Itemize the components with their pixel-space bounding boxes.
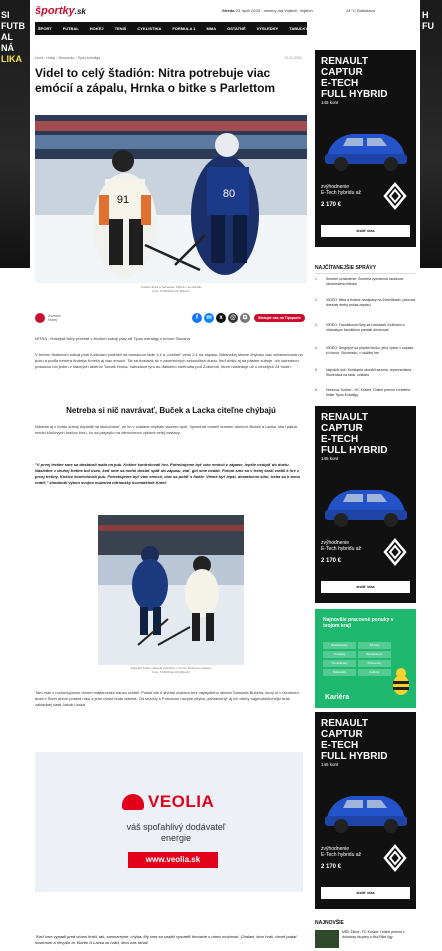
region-chip[interactable]: Prešovský — [358, 660, 391, 667]
svg-text:91: 91 — [116, 194, 130, 206]
renault-headline: RENAULT CAPTUR E-TECH FULL HYBRID — [321, 56, 388, 100]
quote-2: "Keď sme vypadli pred očami hráči, tak, samozrejme, chýba. My sme sa snažili vysvetliť formácie s rámci možností. Chalani, ktorí hrali, chceli podať maximum a nevyšlo to. Buček či Lacka sú hráči, ktorí nás ťahali — [35, 934, 297, 945]
skin-ad-right-text: H FU — [422, 10, 434, 31]
nav-item-sport[interactable]: ŠPORT — [38, 26, 52, 31]
veolia-url-button[interactable]: www.veolia.sk — [128, 852, 218, 868]
renault-ad-3[interactable]: RENAULT CAPTUR E-TECH FULL HYBRID 145 konī zvýhodnenie E-Tech hybridu až 2 170 € zistiť viac — [315, 712, 416, 909]
region-chip[interactable]: Košický — [358, 669, 391, 676]
skin-ad-left[interactable] — [0, 0, 30, 268]
kariera-regions — [323, 642, 393, 678]
x-icon[interactable]: x — [216, 313, 226, 323]
subheading: Netreba si nič navrávať, Buček a Lacka citeľne chýbajú — [66, 406, 276, 415]
renault-cta-button[interactable]: zistiť viac — [321, 225, 410, 237]
article-main-photo — [35, 115, 307, 283]
kariera-ad[interactable]: Najnovšie pracovné ponuky v tvojom kraji Bratislavský Žilinský Trnavský Banskobyst. Trenčiansky Prešovský Nitriansky Košický Kariéra — [315, 609, 416, 708]
nav-item-vysledky[interactable]: VÝSLEDKY — [256, 26, 279, 31]
paragraph-4: Tam mali v rozhodujúcom tímom majstrovskú šancu zvrátiť. Pokiaľ ide o štvrtok zostavu bez najlepšieho strelca Samuela Bučeka, ktorý si v úvodnom dueli v Steel aréne poranil ruku a jeho účasť bude otázna. Od sezóny s Potrubom navyše chýba „zahraničný“ aj ich druhý najproduktívnejší hráč základnej časti Jakub Lacka. — [35, 690, 299, 707]
region-chip[interactable]: Banskobyst. — [358, 651, 391, 658]
photo1-caption: Tobiáš Hrnka a Sebastian Parlett v semifinále Foto: TASR/Henrich Mišovič — [140, 285, 202, 293]
nav-item-hokej[interactable]: HOKEJ — [89, 26, 104, 31]
author-box[interactable]: Zoznam Hokej — [35, 313, 61, 323]
veolia-logo: VEOLIA — [122, 792, 214, 812]
mail-icon[interactable]: @ — [228, 313, 238, 323]
hockey-photo-1 — [35, 115, 307, 283]
paragraph-3: Nitrania aj v tomto súboji doplatili na skutočnosť, že im v zostave chýbalo viacero opôr. Vynechať museli zranení útočníci Buček a Lacka, ktorí patria medzi kľúčových hráčov tímu, čo sa prejavilo na ofenzívnom výkone celej zostavy. — [35, 424, 297, 435]
news-heading: NAJČÍTANEJŠIE SPRÁVY — [315, 265, 416, 274]
author-avatar — [35, 313, 45, 323]
car-image — [317, 116, 414, 176]
quote-1: "V prvej tretine sme sa dostávali málo na puk. Kokice kontrolovali hru. Potrebujeme byť viac emócií v zápase, lepšie vstúpiť do duelu. Následne v druhej tretine bol úsek, keď sme sa mohli dostať späť do zápasu, žiaľ, gól sme nedali. Potom sme sa v tretej časti vrátili k hre z prvej tretiny, Košice kontrolovali puk. Potrebujeme byť viac emócií, viac sa pobiť s finále. Vieme byť lepší, dostatočne silní, treba sa k tomu vrátiť," zhodnotil výkon svojho mužstva nitriansky kormidelník Kmeť. — [35, 462, 301, 485]
latest-thumb — [315, 930, 339, 948]
article-title: Videl to celý štadión: Nitra potrebuje viac emócií a zápalu, Hrnka o bitke s Parlettom — [35, 66, 276, 95]
copy-link-icon[interactable]: ⧉ — [240, 313, 250, 323]
nav-item-tenis[interactable]: TENIS — [114, 26, 127, 31]
news-item[interactable]: 2. VIDEO: Nitra a Košice nezápasy na Zvernitkach: polovica dnešnej derby počas zápasu — [315, 298, 416, 307]
nav-item-formula[interactable]: FORMULA 1 — [172, 26, 196, 31]
news-item[interactable]: 4. VIDEO: Sergejovi sa pripíše blízko, jeho výkon v zápase si hovorí, Slovensko, v otužilej hre — [315, 346, 414, 355]
main-nav — [35, 22, 307, 35]
veolia-tagline: váš spoľahlivý dodávateľ energie — [126, 822, 226, 843]
latest-item[interactable]: MŠK Žilina - FC Košice: Online prenos z dohrávky skupiny o titul Niké ligy — [315, 930, 416, 948]
region-chip[interactable]: Žilinský — [358, 642, 391, 649]
renault-cta-button[interactable]: zistiť viac — [321, 887, 410, 899]
nav-item-futbal[interactable]: FUTBAL — [62, 26, 79, 31]
news-item[interactable]: 3. VIDEO: Fanúšikovia Nitry sa rozhádali, Košiciam a nitranskym fanúšikom prestali dôverovať — [315, 323, 405, 332]
news-item[interactable]: 1. Smutné oznámenie: Zomrela významná osobnosť slovenského futbalu — [315, 277, 404, 286]
skin-ad-left-text: SI FUTBAL NÁ LIKA — [1, 10, 25, 64]
region-chip[interactable]: Trenčiansky — [323, 660, 356, 667]
renault-logo-icon — [381, 182, 409, 210]
paragraph-1: NITRA - Hokejisti Nitry prehrali v štvrtom súboji play-off Tipos extraligy s tímom Slovana. — [35, 336, 191, 341]
svg-text:80: 80 — [222, 188, 236, 200]
follow-button[interactable]: Sledujte nás na Tipsporte — [254, 314, 305, 322]
renault-ad-2[interactable]: RENAULT CAPTUR E-TECH FULL HYBRID 145 konī zvýhodnenie E-Tech hybridu až 2 170 € zistiť viac — [315, 406, 416, 603]
renault-ad-1[interactable]: RENAULT CAPTUR E-TECH FULL HYBRID 145 konī zvýhodnenie E-Tech hybridu až 2 170 € zistiť viac — [315, 50, 416, 247]
latest-heading: NAJNOVŠIE — [315, 920, 344, 926]
car-image — [317, 472, 414, 532]
nav-item-cyklistika[interactable]: CYKLISTIKA — [137, 26, 162, 31]
news-item[interactable]: 6. Hnrkova: Košice - HC Košice, Online prenos z tretieho finále Tipos Extraligy — [315, 388, 411, 397]
nav-item-ostatne[interactable]: OSTATNÉ — [227, 26, 246, 31]
facebook-icon[interactable]: f — [192, 313, 202, 323]
region-chip[interactable]: Trnavský — [323, 651, 356, 658]
photo2-caption: Hokejisti Košíc oslavujú víťazstvo v treťom finálovom zápase Foto: TASR/Henrich Mišovič — [130, 666, 212, 674]
veolia-mark-icon — [122, 794, 144, 810]
region-chip[interactable]: Bratislavský — [323, 642, 356, 649]
renault-logo-icon — [381, 538, 409, 566]
nav-item-tabulky[interactable]: TABUĽKY — [289, 26, 308, 31]
renault-cta-button[interactable]: zistiť viac — [321, 581, 410, 593]
site-logo[interactable]: športky.sk — [35, 5, 86, 17]
renault-logo-icon — [381, 844, 409, 872]
region-chip[interactable]: Nitriansky — [323, 669, 356, 676]
nav-item-mma[interactable]: MMA — [206, 26, 217, 31]
article-second-photo — [98, 515, 244, 665]
date-bar: Streda 23. apríl 2025 · meniny má Vojtech, Vojtěch — [222, 8, 313, 13]
article-date: 23.04.2025 — [284, 56, 302, 60]
share-bar — [192, 313, 305, 323]
messenger-icon[interactable]: m — [204, 313, 214, 323]
paragraph-2: V treťom finálovom súboji proti Košiciam podľahli na domácom ľade 1:4 a „oceliari“ vedú 2:1 na zápasy. Nitranskej stráne chýbalo viac sebavedomia na puku a podľa trénera Andreja Kmeťa aj viac emócií. Tie sa dostavili až v zaverečných sekundách duelu, keď došlo aj na pästné súboje. Ich ústrednou postavou bol jeden z hlavných aktérov Tomáš Hrnka, nabudúce tým do ďalšieho stretnutia pod Zoborom, ktoré nasleduje už o necelých 24 hodín. — [35, 352, 303, 369]
veolia-ad[interactable] — [35, 752, 303, 892]
weather-widget[interactable]: 24 °C Bratislava — [346, 8, 375, 13]
news-item[interactable]: 5. Najväčší šok: Košičania ukončili sezónu, reprezentácia Slovenska na skok, zvládnu — [315, 368, 412, 377]
hockey-photo-2 — [98, 515, 244, 665]
bee-mascot-icon — [391, 667, 411, 697]
car-image — [317, 778, 414, 838]
skin-ad-right[interactable] — [420, 0, 442, 268]
breadcrumb[interactable]: Úvod › Hokej › Slovensko › Tipos extraliga — [35, 56, 101, 60]
